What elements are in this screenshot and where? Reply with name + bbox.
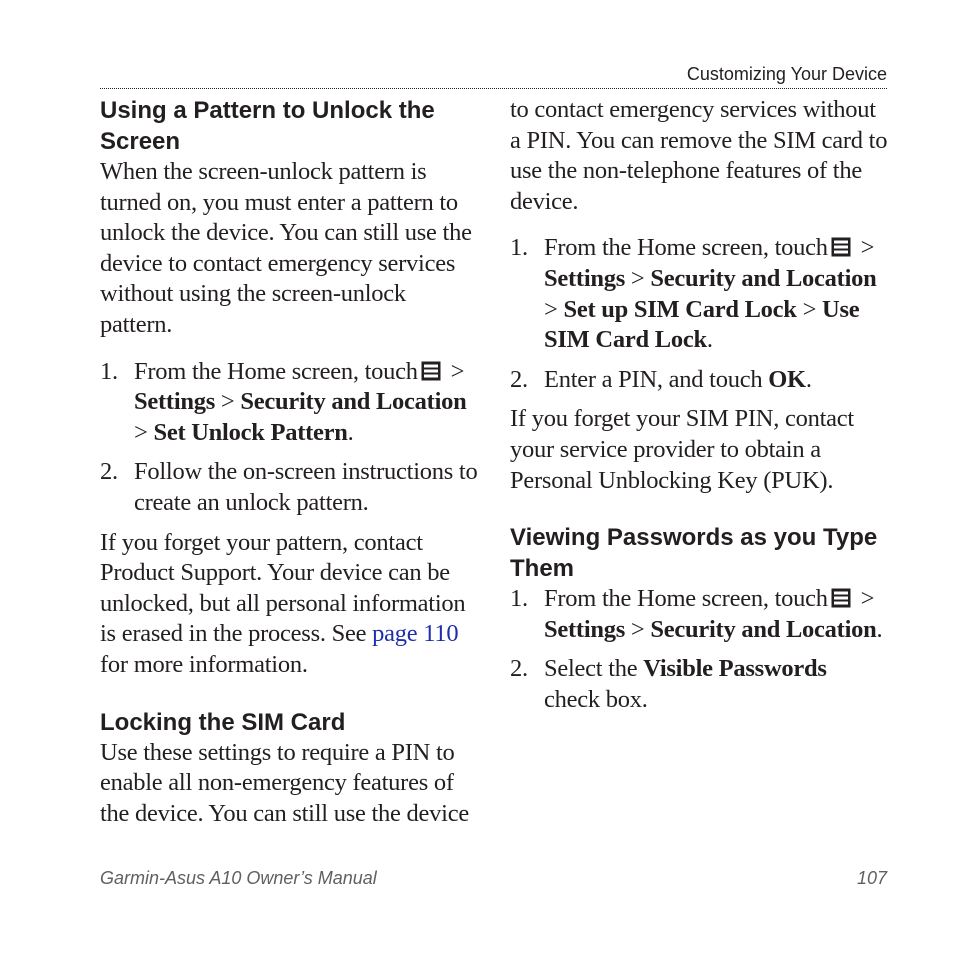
list-item: 2. Select the Visible Passwords check box. [510,655,827,713]
running-header: Customizing Your Device [686,64,887,84]
password-steps [510,584,888,715]
visible-passwords-label: Visible Passwords [643,655,827,683]
menu-path-setup-sim-lock: Set up SIM Card Lock [563,295,797,323]
list-item: 2. Follow the on-screen instructions to create an unlock pattern. [100,458,478,516]
list-item: 2. Enter a PIN, and touch OK. [510,365,888,396]
menu-path-settings: Settings [134,388,216,416]
menu-path-security: Security and Location [240,388,467,416]
pattern-intro: When the screen-unlock pattern is turned on, you must enter a pattern to unlock the device. You can still use the device to contact emergency services without using the screen-unlock pattern. [100,158,472,338]
left-column [100,95,478,829]
pattern-forgot-paragraph: If you forget your pattern, contact Product Support. Your device can be unlocked, but all personal information is erased in the process. See page 110 for more information. [100,528,466,678]
menu-path-use-sim-lock: Use SIM Card Lock [544,295,860,354]
pattern-steps [100,357,478,519]
menu-icon [831,588,851,608]
page-link[interactable]: page 110 [372,620,459,648]
list-item: 1. From the Home screen, touch > Settings > Security and Location > Set up SIM Card Lock > Use SIM Card Lock. [510,234,877,354]
ok-label: OK [768,365,806,393]
footer-manual-title: Garmin-Asus A10 Owner’s Manual [100,868,377,888]
menu-icon [831,237,851,257]
step-number: 2. [100,458,118,486]
menu-path-settings: Settings [544,615,626,643]
menu-path-security: Security and Location [650,264,877,292]
menu-icon [421,361,441,381]
sim-intro-continued: to contact emergency services without a PIN. You can remove the SIM card to use the non-telephone features of the device. [510,96,888,215]
list-item: 1. From the Home screen, touch > Settings > Security and Location > Set Unlock Pattern. [100,357,467,446]
step-number: 2. [510,655,528,683]
menu-path-unlock-pattern: Set Unlock Pattern [153,418,348,446]
footer-page-number: 107 [856,868,887,888]
right-column [510,95,888,725]
step-number: 1. [510,234,528,262]
step-number: 2. [510,365,528,393]
menu-path-settings: Settings [544,264,626,292]
step-number: 1. [510,585,528,613]
list-item: 1. From the Home screen, touch > Settings > Security and Location. [510,585,883,643]
sim-steps [510,233,888,395]
sim-forgot-paragraph: If you forget your SIM PIN, contact your service provider to obtain a Personal Unblocking Key (PUK). [510,405,854,494]
heading-visible-passwords: Viewing Passwords as you Type Them [510,524,878,583]
heading-locking-sim: Locking the SIM Card [100,708,346,736]
sim-intro: Use these settings to require a PIN to enable all non-emergency features of the device. You can still use the device [100,738,469,827]
step-number: 1. [100,357,118,385]
heading-pattern-unlock: Using a Pattern to Unlock the Screen [100,97,435,155]
menu-path-security: Security and Location [650,615,877,643]
header-rule [100,88,887,89]
